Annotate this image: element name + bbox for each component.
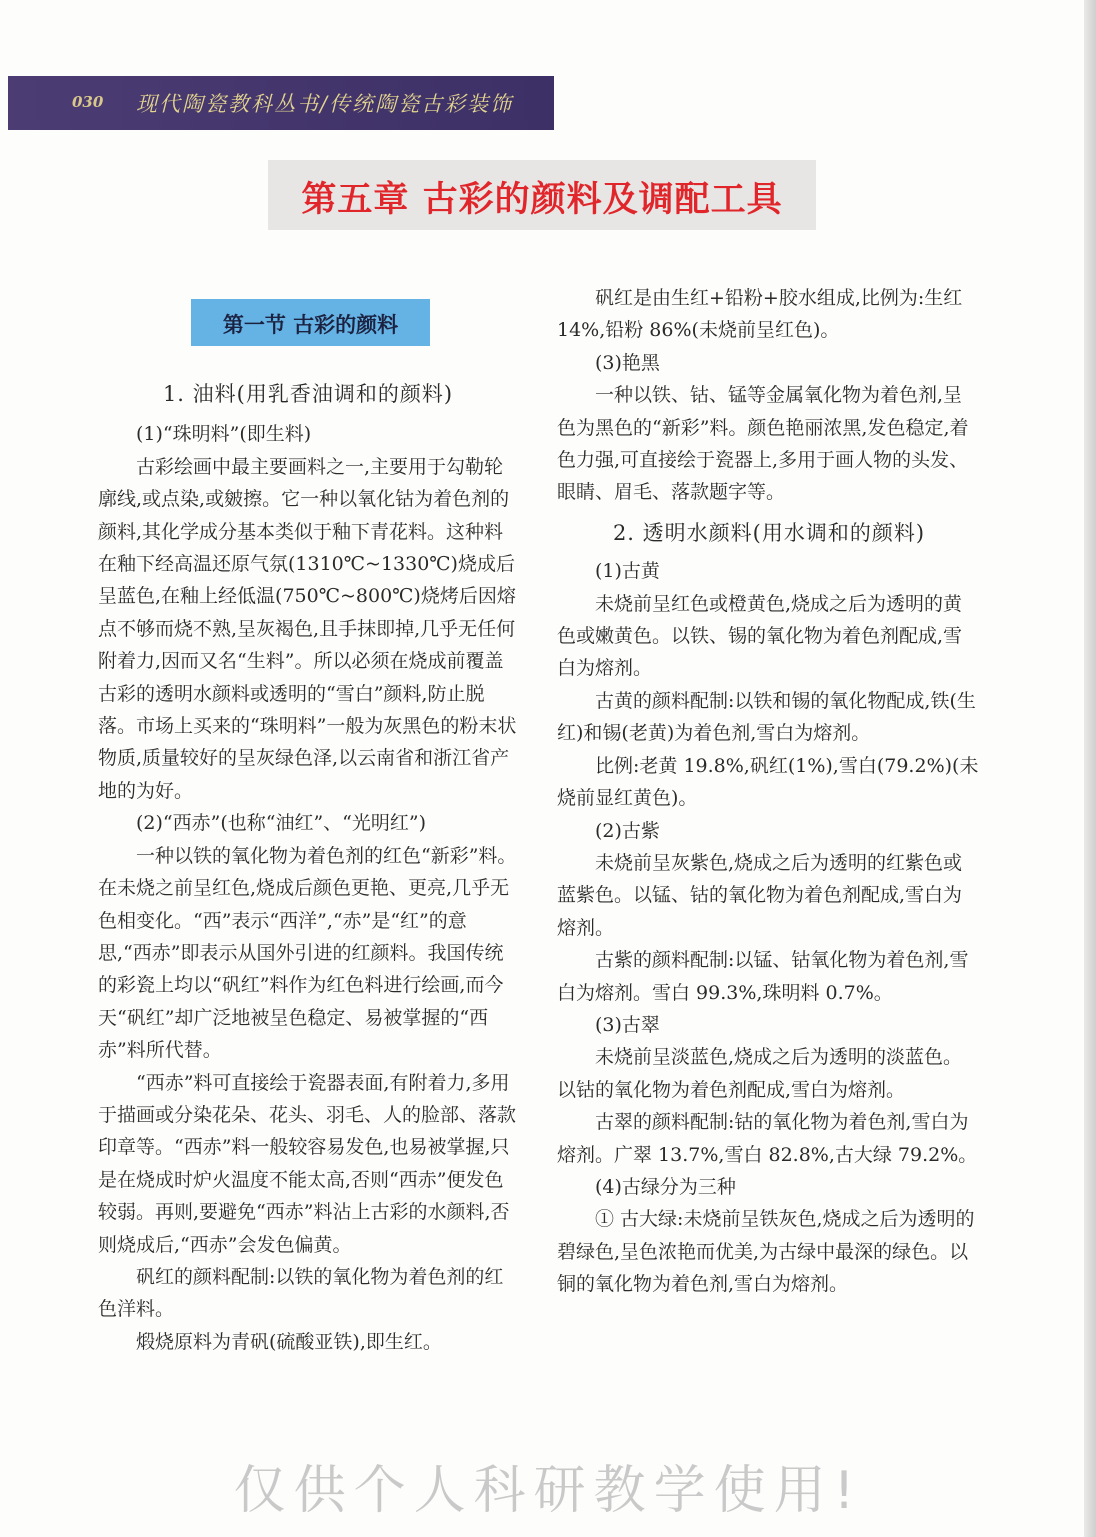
paragraph: 一种以铁、钴、锰等金属氧化物为着色剂,呈色为黑色的“新彩”料。颜色艳丽浓黑,发色稳定,着色力强,可直接绘于瓷器上,多用于画人物的头发、眼睛、眉毛、落款题字等。 [557,384,969,504]
paragraph: 未烧前呈红色或橙黄色,烧成之后为透明的黄色或嫩黄色。以铁、锡的氧化物为着色剂配成,雪白为熔剂。 [557,592,963,680]
subheading-oil: 1. 油料(用乳香油调和的颜料) [162,382,454,406]
subheading-water: 2. 透明水颜料(用水调和的颜料) [612,520,926,545]
item-heading: (1)古黄 [595,560,660,583]
section-title: 第一节 古彩的颜料 [222,313,399,337]
paragraph: 古紫的颜料配制:以锰、钴氧化物为着色剂,雪白为熔剂。雪白 99.3%,珠明料 0.7%。 [557,949,969,1004]
item-heading: (3)艳黑 [595,351,660,374]
item-heading: (2)古紫 [595,819,660,842]
paragraph: 古翠的颜料配制:钴的氧化物为着色剂,雪白为熔剂。广翠 13.7%,雪白 82.8%,古大绿 79.2%。 [557,1111,978,1166]
paragraph: 煅烧原料为青矾(硫酸亚铁),即生红。 [136,1330,442,1353]
paragraph: 未烧前呈灰紫色,烧成之后为透明的红紫色或蓝紫色。以锰、钴的氧化物为着色剂配成,雪白为熔剂。 [557,851,963,939]
item-heading: (4)古绿分为三种 [595,1175,736,1198]
running-header [8,76,554,130]
paragraph: 古黄的颜料配制:以铁和锡的氧化物配成,铁(生红)和锡(老黄)为着色剂,雪白为熔剂。 [557,689,976,745]
section-heading [191,299,430,346]
left-column [98,378,518,1358]
item-heading: (1)“珠明料”(即生料) [136,423,312,446]
watermark: 仅供个人科研教学使用! [233,1461,863,1521]
right-column [557,282,981,1301]
page-number: 030 [72,93,104,111]
paragraph: ① 古大绿:未烧前呈铁灰色,烧成之后为透明的碧绿色,呈色浓艳而优美,为古绿中最深的绿色。以铜的氧化物为着色剂,雪白为熔剂。 [557,1208,975,1296]
chapter-heading [268,160,816,230]
paragraph: 比例:老黄 19.8%,矾红(1%),雪白(79.2%)(未烧前显红黄色)。 [557,754,979,810]
item-heading: (3)古翠 [595,1013,660,1036]
paragraph: 未烧前呈淡蓝色,烧成之后为透明的淡蓝色。以钴的氧化物为着色剂配成,雪白为熔剂。 [557,1046,963,1101]
series-title: 现代陶瓷教科丛书/传统陶瓷古彩装饰 [136,92,514,116]
chapter-title: 第五章 古彩的颜料及调配工具 [301,180,783,220]
paragraph: “西赤”料可直接绘于瓷器表面,有附着力,多用于描画或分染花朵、花头、羽毛、人的脸部、落款印章等。“西赤”料一般较容易发色,也易被掌握,只是在烧成时炉火温度不能太高,否则“西赤”便发色较弱。再则,要避免“西赤”料沾上古彩的水颜料,否则烧成后,“西赤”会发色偏黄。 [98,1071,517,1256]
paragraph: 古彩绘画中最主要画料之一,主要用于勾勒轮廓线,或点染,或皴擦。它一种以氧化钴为着色剂的颜料,其化学成分基本类似于釉下青花料。这种料在釉下经高温还原气氛(1310℃~1330℃)烧成后呈蓝色,在釉上经低温(750℃~800℃)烧烤后因熔点不够而烧不熟,呈灰褐色,且手抹即掉,几乎无任何附着力,因而又名“生料”。所以必须在烧成前覆盖古彩的透明水颜料或透明的“雪白”颜料,防止脱落。市场上买来的“珠明料”一般为灰黑色的粉末状物质,质量较好的呈灰绿色泽,以云南省和浙江省产地的为好。 [98,455,517,802]
paragraph: 矾红的颜料配制:以铁的氧化物为着色剂的红色洋料。 [98,1265,504,1321]
page-edge [1084,0,1096,1537]
item-heading: (2)“西赤”(也称“油红”、“光明红”) [136,812,427,835]
paragraph: 一种以铁的氧化物为着色剂的红色“新彩”料。在未烧之前呈红色,烧成后颜色更艳、更亮,几乎无色相变化。“西”表示“西洋”,“赤”是“红”的意思,“西赤”即表示从国外引进的红颜料。我国传统的彩瓷上均以“矾红”料作为红色料进行绘画,而今天“矾红”却广泛地被呈色稳定、易被掌握的“西赤”料所代替。 [98,844,517,1062]
paragraph: 矾红是由生红+铅粉+胶水组成,比例为:生红 14%,铅粉 86%(未烧前呈红色)。 [557,287,963,342]
